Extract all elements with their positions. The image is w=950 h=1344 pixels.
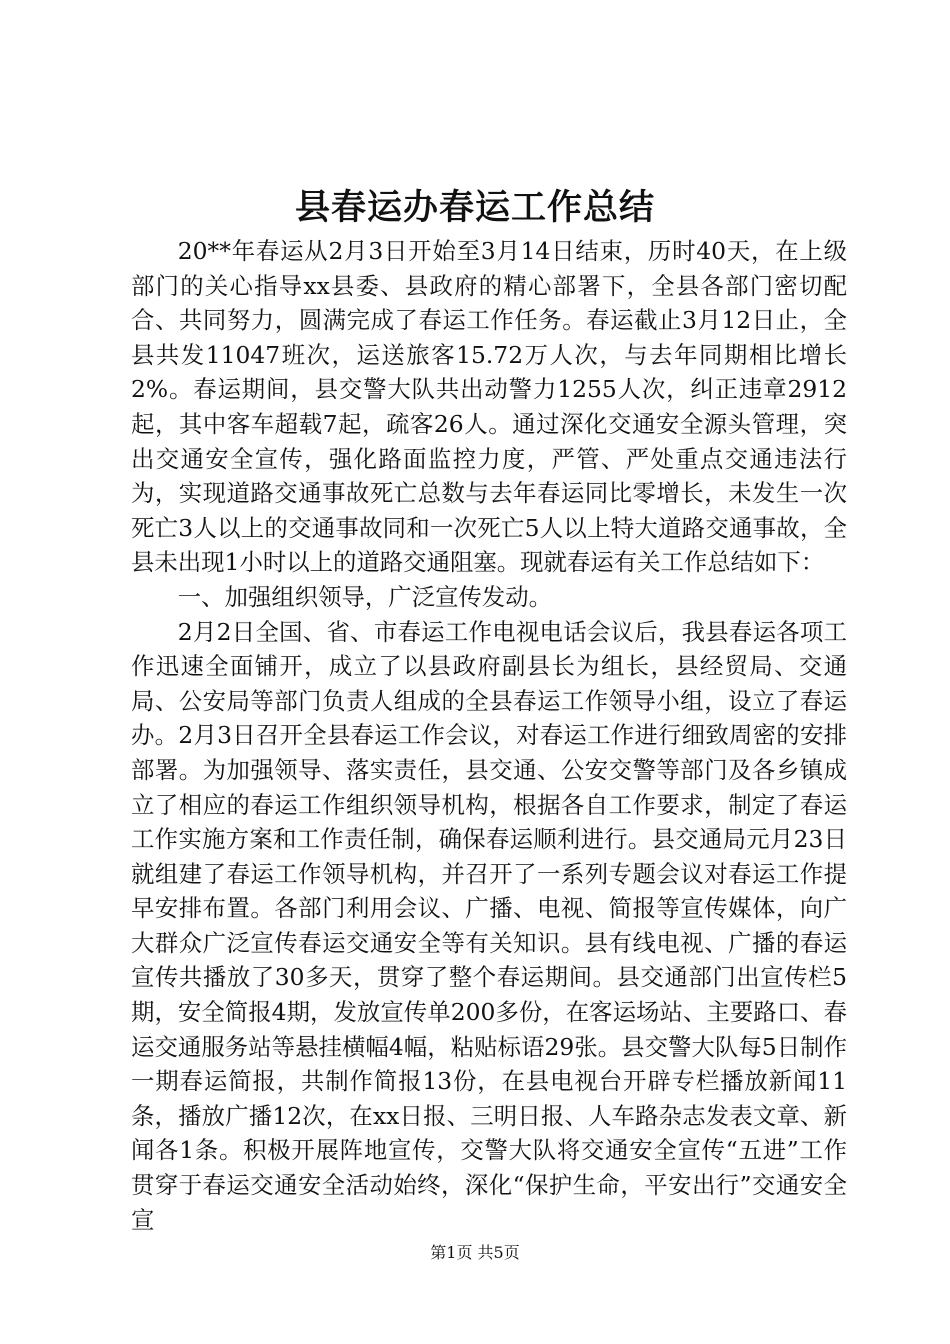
body-paragraph-intro: 20**年春运从2月3日开始至3月14日结束，历时40天，在上级部门的关心指导xx县委、县政府的精心部署下，全县各部门密切配合、共同努力，圆满完成了春运工作任务。春运截止3月12日止，全县共发11047班次，运送旅客15.72万人次，与去年同期相比增长2%。春运期间，县交警大队共出动警力1255人次，纠正违章2912起，其中客车超载7起，疏客26人。通过深化交通安全源头管理，突出交通安全宣传，强化路面监控力度，严管、严处重点交通违法行为，实现道路交通事故死亡总数与去年春运同比零增长，未发生一次死亡3人以上的交通事故同和一次死亡5人以上特大道路交通事故，全县未出现1小时以上的道路交通阻塞。现就春运有关工作总结如下：	[131, 237, 847, 577]
document-title: 县春运办春运工作总结	[294, 187, 655, 228]
body-paragraph-section-1: 2月2日全国、省、市春运工作电视电话会议后，我县春运各项工作迅速全面铺开，成立了以县政府副县长为组长，县经贸局、交通局、公安局等部门负责人组成的全县春运工作领导小组，设立了春运办。2月3日召开全县春运工作会议，对春运工作进行细致周密的安排部署。为加强领导、落实责任，县交通、公安交警等部门及各乡镇成立了相应的春运工作组织领导机构，根据各自工作要求，制定了春运工作实施方案和工作责任制，确保春运顺利进行。县交通局元月23日就组建了春运工作领导机构，并召开了一系列专题会议对春运工作提早安排布置。各部门利用会议、广播、电视、简报等宣传媒体，向广大群众广泛宣传春运交通安全等有关知识。县有线电视、广播的春运宣传共播放了30多天，贯穿了整个春运期间。县交通部门出宣传栏5期，安全简报4期，发放宣传单200多份，在客运场站、主要路口、春运交通服务站等悬挂横幅4幅，粘贴标语29张。县交警大队每5日制作一期春运简报，共制作简报13份，在县电视台开辟专栏播放新闻11条，播放广播12次，在xx日报、三明日报、人车路杂志发表文章、新闻各1条。积极开展阵地宣传，交警大队将交通安全宣传“五进”工作贯穿于春运交通安全活动始终，深化“保护生命，平安出行”交通安全宣	[131, 617, 847, 1234]
section-heading-1: 一、加强组织领导，广泛宣传发动。	[177, 582, 553, 611]
page-number-footer: 第1页 共5页	[430, 1243, 520, 1262]
document-body	[131, 234, 847, 1237]
